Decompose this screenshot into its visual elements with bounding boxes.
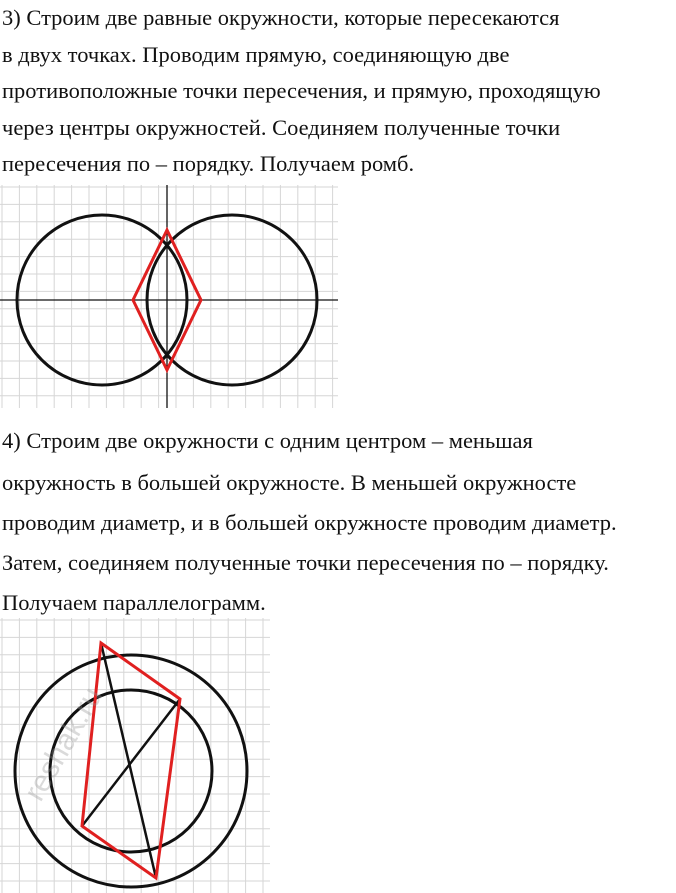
problem-4-line: Затем, соединяем полученные точки пересечения по – порядку. [2, 550, 609, 575]
problem-4-line: 4) Строим две окружности с одним центром – меньшая [2, 428, 533, 453]
problem-3-line: пересечения по – порядку. Получаем ромб. [2, 151, 415, 176]
problem-3-line: 3) Строим две равные окружности, которые пересекаются [2, 5, 560, 30]
problem-3-text [2, 0, 674, 183]
outer-diameter [101, 643, 156, 878]
problem-3-line: в двух точках. Проводим прямую, соединяющую две [2, 41, 510, 67]
rhombus-construction-figure [0, 185, 340, 410]
problem-4-line: Получаем параллелограмм. [2, 590, 266, 615]
grid-background [0, 185, 338, 408]
problem-3-line: противоположные точки пересечения, и прямую, проходящую [2, 78, 601, 103]
problem-3-line: через центры окружностей. Соединяем полученные точки [2, 114, 561, 140]
problem-4-line: проводим диаметр, и в большей окружносте проводим диаметр. [2, 510, 617, 535]
problem-4-text [2, 421, 674, 623]
problem-4-line: окружность в большей окружносте. В меньшей окружносте [2, 470, 577, 495]
watermark: reshak.ru [18, 681, 110, 807]
